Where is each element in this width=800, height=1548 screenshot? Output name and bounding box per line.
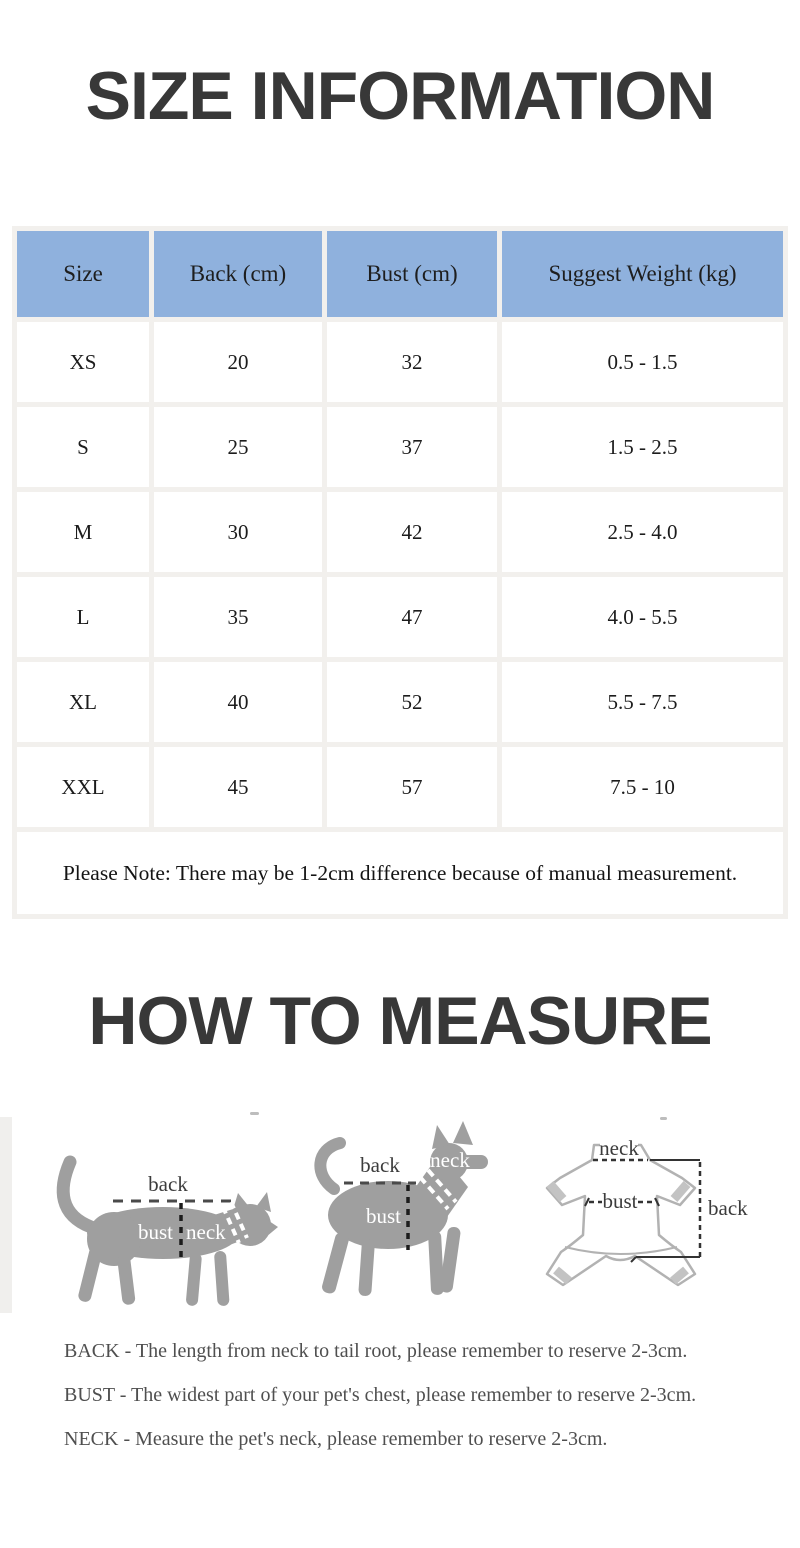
cat-measure-figure [18, 1115, 288, 1315]
table-row-l [17, 577, 783, 657]
cell-back: 25 [154, 407, 322, 487]
cell-size: XL [17, 662, 149, 742]
cell-size: XS [17, 322, 149, 402]
dog-neck-label: neck [429, 1148, 470, 1173]
table-row-s [17, 407, 783, 487]
cell-back: 35 [154, 577, 322, 657]
cell-bust: 37 [327, 407, 497, 487]
cell-size: M [17, 492, 149, 572]
cell-size: L [17, 577, 149, 657]
garment-neck-label: neck [599, 1136, 639, 1161]
cell-weight: 2.5 - 4.0 [502, 492, 783, 572]
dog-back-label: back [359, 1153, 400, 1178]
measure-figures [0, 1115, 800, 1315]
cell-size: XXL [17, 747, 149, 827]
stray-mark [660, 1117, 667, 1120]
photo-edge-artifact [0, 1117, 12, 1313]
header-row [17, 231, 783, 317]
table-row-xxl [17, 747, 783, 827]
cell-bust: 57 [327, 747, 497, 827]
cat-bust-label: bust [137, 1220, 173, 1245]
cell-weight: 1.5 - 2.5 [502, 407, 783, 487]
col-header-bust: Bust (cm) [327, 231, 497, 317]
measure-instructions [64, 1339, 800, 1451]
garment-bust-label: bust [602, 1189, 638, 1214]
table-note-row [17, 832, 783, 914]
cell-bust: 32 [327, 322, 497, 402]
garment-outline [547, 1145, 695, 1285]
cell-weight: 4.0 - 5.5 [502, 577, 783, 657]
col-header-back: Back (cm) [154, 231, 322, 317]
table-row-xl [17, 662, 783, 742]
size-table-header [17, 231, 783, 317]
size-table-body [17, 322, 783, 914]
cell-size: S [17, 407, 149, 487]
cell-back: 40 [154, 662, 322, 742]
cell-bust: 52 [327, 662, 497, 742]
cell-weight: 7.5 - 10 [502, 747, 783, 827]
cell-weight: 0.5 - 1.5 [502, 322, 783, 402]
how-to-measure-title: HOW TO MEASURE [88, 983, 712, 1060]
measurement-note: Please Note: There may be 1-2cm difference because of manual measurement. [17, 832, 783, 914]
instruction-back: BACK - The length from neck to tail root, please remember to reserve 2-3cm. [64, 1340, 688, 1363]
dog-bust-label: bust [365, 1204, 401, 1229]
cat-back-label: back [148, 1172, 188, 1197]
cell-back: 30 [154, 492, 322, 572]
col-header-size: Size [17, 231, 149, 317]
table-row-xs [17, 322, 783, 402]
size-information-title: SIZE INFORMATION [85, 58, 715, 134]
size-table [12, 226, 788, 919]
cell-bust: 42 [327, 492, 497, 572]
cat-neck-label: neck [186, 1220, 226, 1245]
table-row-m [17, 492, 783, 572]
stray-mark [250, 1112, 259, 1115]
cell-weight: 5.5 - 7.5 [502, 662, 783, 742]
cell-back: 45 [154, 747, 322, 827]
dog-measure-figure [298, 1115, 523, 1315]
cell-back: 20 [154, 322, 322, 402]
cell-bust: 47 [327, 577, 497, 657]
garment-measure-figure [532, 1115, 782, 1315]
instruction-bust: BUST - The widest part of your pet's chest, please remember to reserve 2-3cm. [64, 1384, 697, 1407]
instruction-neck: NECK - Measure the pet's neck, please remember to reserve 2-3cm. [64, 1428, 608, 1451]
garment-back-label: back [708, 1196, 748, 1221]
col-header-weight: Suggest Weight (kg) [502, 231, 783, 317]
